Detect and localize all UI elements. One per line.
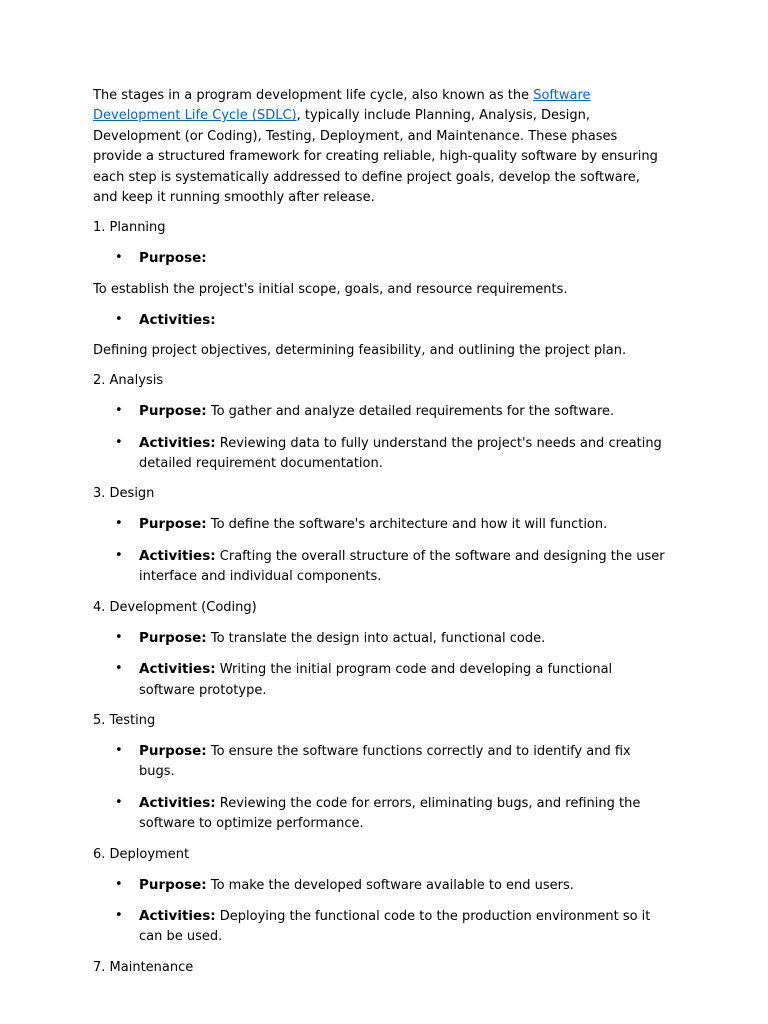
section-heading-planning: 1. Planning (93, 220, 166, 236)
purpose-label: Purpose: (139, 629, 207, 646)
purpose-label: Purpose: (139, 516, 207, 533)
list-item (93, 514, 669, 535)
section-heading-testing: 5. Testing (93, 712, 156, 728)
list-item (93, 248, 669, 269)
purpose-label: Purpose: (139, 742, 207, 759)
bullet-marker: • (115, 794, 123, 810)
development-bullets (93, 628, 672, 701)
list-item (93, 875, 669, 896)
bullet-marker: • (115, 311, 123, 327)
activities-text: Crafting the overall structure of the software and designing the user interface and individual components. (139, 548, 665, 585)
purpose-text: To ensure the software functions correctly and to identify and fix bugs. (139, 743, 631, 780)
bullet-marker: • (115, 516, 123, 532)
list-item (93, 659, 669, 701)
planning-bullets (93, 248, 672, 269)
activities-text: Deploying the functional code to the production environment so it can be used. (139, 908, 651, 945)
purpose-text: To translate the design into actual, functional code. (210, 630, 546, 646)
testing-bullets (93, 741, 672, 835)
section-heading-development: 4. Development (Coding) (93, 599, 257, 615)
activities-label: Activities: (139, 661, 216, 678)
intro-paragraph (93, 86, 668, 208)
bullet-marker: • (115, 661, 123, 677)
list-item (93, 741, 669, 783)
design-bullets (93, 514, 672, 587)
bullet-marker: • (115, 250, 123, 266)
activities-text: Reviewing data to fully understand the project's needs and creating detailed requirement documentation. (139, 435, 662, 472)
activities-label: Activities: (139, 311, 216, 328)
activities-label: Activities: (139, 907, 216, 924)
section-heading-analysis: 2. Analysis (93, 373, 164, 389)
activities-label: Activities: (139, 547, 216, 564)
activities-text: Writing the initial program code and developing a functional software prototype. (139, 662, 613, 698)
activities-label: Activities: (139, 794, 216, 811)
sdlc-link[interactable]: Software Development Life Cycle (SDLC) (93, 88, 591, 124)
list-item (93, 401, 669, 422)
analysis-bullets (93, 401, 672, 474)
planning-bullets-2 (93, 310, 672, 331)
bullet-marker: • (115, 403, 123, 419)
purpose-text: To define the software's architecture and how it will function. (210, 517, 608, 533)
list-item (93, 310, 669, 331)
list-item (93, 628, 669, 649)
list-item (93, 546, 669, 588)
section-heading-maintenance: 7. Maintenance (93, 959, 194, 975)
activities-text: Reviewing the code for errors, eliminating bugs, and refining the software to optimize performance. (139, 795, 641, 832)
purpose-label: Purpose: (139, 876, 207, 893)
planning-activities-text: Defining project objectives, determining feasibility, and outlining the project plan. (93, 343, 627, 359)
bullet-marker: • (115, 629, 123, 645)
list-item (93, 906, 669, 948)
section-heading-design: 3. Design (93, 486, 155, 502)
intro-text-before: The stages in a program development life cycle, also known as the (93, 88, 534, 103)
bullet-marker: • (115, 434, 123, 450)
bullet-marker: • (115, 742, 123, 758)
bullet-marker: • (115, 547, 123, 563)
purpose-text: To gather and analyze detailed requirements for the software. (210, 404, 615, 420)
list-item (93, 793, 669, 835)
purpose-label: Purpose: (139, 403, 207, 420)
planning-purpose-text: To establish the project's initial scope, goals, and resource requirements. (93, 281, 568, 297)
list-item (93, 433, 669, 475)
purpose-text: To make the developed software available to end users. (210, 877, 574, 893)
activities-label: Activities: (139, 434, 216, 451)
bullet-marker: • (115, 907, 123, 923)
purpose-label: Purpose: (139, 250, 207, 267)
bullet-marker: • (115, 876, 123, 892)
section-heading-deployment: 6. Deployment (93, 846, 190, 862)
intro-text-after: , typically include Planning, Analysis, Design, Development (or Coding), Testing, Deployment, and Maintenance. These phases provide a structured framework for creating reliable, high-quality software by ensuring each step is systematically addressed to define project goals, develop the software, and keep it running smoothly after release. (93, 108, 658, 206)
deployment-bullets (93, 875, 672, 948)
